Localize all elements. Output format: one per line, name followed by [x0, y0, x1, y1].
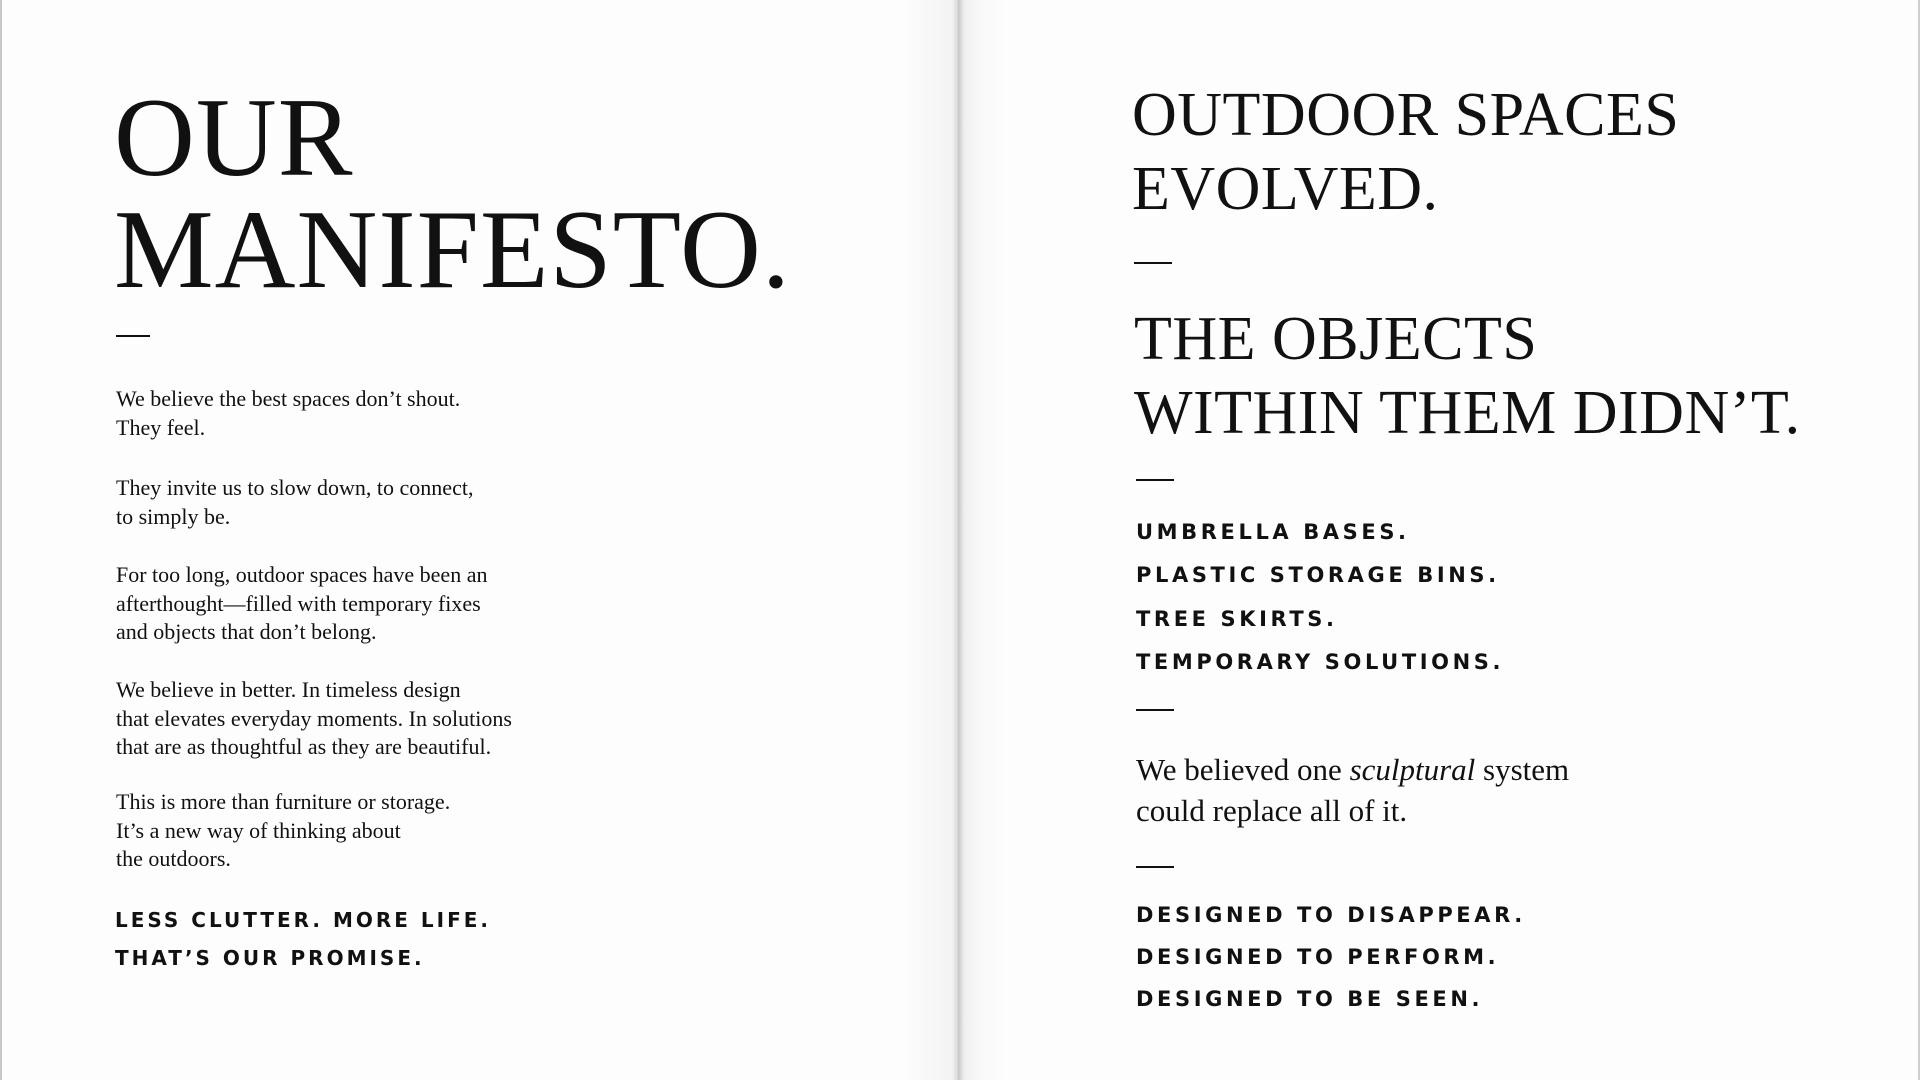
- belief-before: We believed one: [1136, 752, 1350, 787]
- object-item-storage-bins: PLASTIC STORAGE BINS.: [1136, 563, 1500, 587]
- object-item-temporary-solutions: TEMPORARY SOLUTIONS.: [1136, 650, 1505, 674]
- manifesto-paragraph-1: We believe the best spaces don’t shout. They feel.: [116, 386, 461, 440]
- promise-line-1: LESS CLUTTER. MORE LIFE.: [115, 908, 492, 932]
- belief-statement-line-1: [1136, 749, 1569, 790]
- divider-rule: [116, 335, 150, 337]
- left-page: [0, 0, 958, 1080]
- divider-rule: [1136, 709, 1174, 711]
- manifesto-paragraph-4: We believe in better. In timeless design that elevates everyday moments. In solutions that are as thoughtful as they are beautiful.: [116, 677, 512, 759]
- objects-heading-line-2: WITHIN THEM DIDN’T.: [1134, 379, 1801, 447]
- designed-to-be-seen: DESIGNED TO BE SEEN.: [1136, 987, 1484, 1011]
- designed-to-disappear: DESIGNED TO DISAPPEAR.: [1136, 903, 1526, 927]
- evolved-heading-line-2: EVOLVED.: [1132, 155, 1439, 223]
- belief-after: system: [1475, 752, 1570, 787]
- evolved-heading-line-1: OUTDOOR SPACES: [1132, 81, 1680, 149]
- objects-heading-line-1: THE OBJECTS: [1134, 305, 1538, 373]
- book-spine-shadow: [952, 0, 964, 1080]
- manifesto-title-line-2: MANIFESTO.: [114, 188, 791, 312]
- divider-rule: [1136, 866, 1174, 868]
- divider-rule: [1134, 262, 1172, 264]
- manifesto-paragraph-3: For too long, outdoor spaces have been an afterthought—filled with temporary fixes and objects that don’t belong.: [116, 562, 488, 644]
- belief-emphasis: sculptural: [1349, 752, 1476, 787]
- belief-statement-line-2: could replace all of it.: [1136, 793, 1408, 828]
- object-item-umbrella-bases: UMBRELLA BASES.: [1136, 520, 1410, 544]
- right-page: [958, 0, 1920, 1080]
- promise-line-2: THAT’S OUR PROMISE.: [115, 946, 425, 970]
- divider-rule: [1136, 479, 1174, 481]
- manifesto-title-line-1: OUR: [114, 76, 354, 200]
- manifesto-paragraph-2: They invite us to slow down, to connect, to simply be.: [116, 475, 474, 529]
- manifesto-paragraph-5: This is more than furniture or storage. It’s a new way of thinking about the outdoors.: [116, 789, 451, 871]
- designed-to-perform: DESIGNED TO PERFORM.: [1136, 945, 1500, 969]
- object-item-tree-skirts: TREE SKIRTS.: [1136, 607, 1338, 631]
